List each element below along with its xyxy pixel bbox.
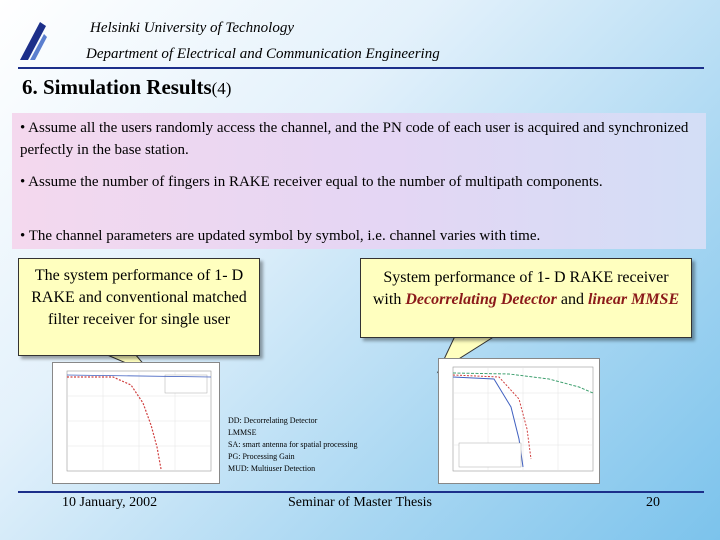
header-divider — [18, 67, 704, 69]
footer-page-number: 20 — [646, 495, 660, 510]
university-name: Helsinki University of Technology — [90, 20, 294, 36]
slide-title-number: (4) — [211, 79, 232, 98]
slide-title-text: 6. Simulation Results — [22, 75, 212, 99]
multiuser-ber-plot — [438, 358, 600, 484]
bullet-panel — [12, 113, 706, 249]
university-logo-icon — [18, 20, 48, 62]
callout-single-user-text: The system performance of 1- D RAKE and conventional matched filter receiver for single user — [31, 267, 247, 328]
legend-item: MUD: Multiuser Detection — [228, 464, 316, 473]
callout-multiuser-text — [361, 259, 691, 319]
callout-multiuser-prefix: System performance of 1- D RAKE receiver with — [372, 269, 669, 308]
callout-linear-mmse: linear MMSE — [587, 291, 680, 308]
slide-title — [22, 75, 231, 100]
bullet-item: • Assume the number of fingers in RAKE receiver equal to the number of multipath components. — [20, 174, 603, 190]
single-user-ber-plot — [52, 362, 220, 484]
callout-multiuser-mid: and — [556, 291, 588, 308]
callout-decorrelating-detector: Decorrelating Detector — [405, 291, 557, 308]
legend-item: DD: Decorrelating Detector — [228, 416, 318, 425]
legend-item: SA: smart antenna for spatial processing — [228, 440, 358, 449]
footer-event: Seminar of Master Thesis — [288, 495, 432, 510]
department-name: Department of Electrical and Communication Engineering — [86, 46, 440, 62]
abbreviation-legend — [228, 415, 358, 475]
legend-item: LMMSE — [228, 428, 257, 437]
bullet-item: • The channel parameters are updated symbol by symbol, i.e. channel varies with time. — [20, 228, 541, 244]
bullet-item: • Assume all the users randomly access the channel, and the PN code of each user is acquired and synchronized perfectly in the base station. — [20, 120, 689, 158]
callout-single-user — [18, 258, 260, 356]
footer-date: 10 January, 2002 — [62, 495, 158, 510]
callout-multiuser — [360, 258, 692, 338]
footer-divider — [18, 491, 704, 493]
legend-item: PG: Processing Gain — [228, 452, 295, 461]
